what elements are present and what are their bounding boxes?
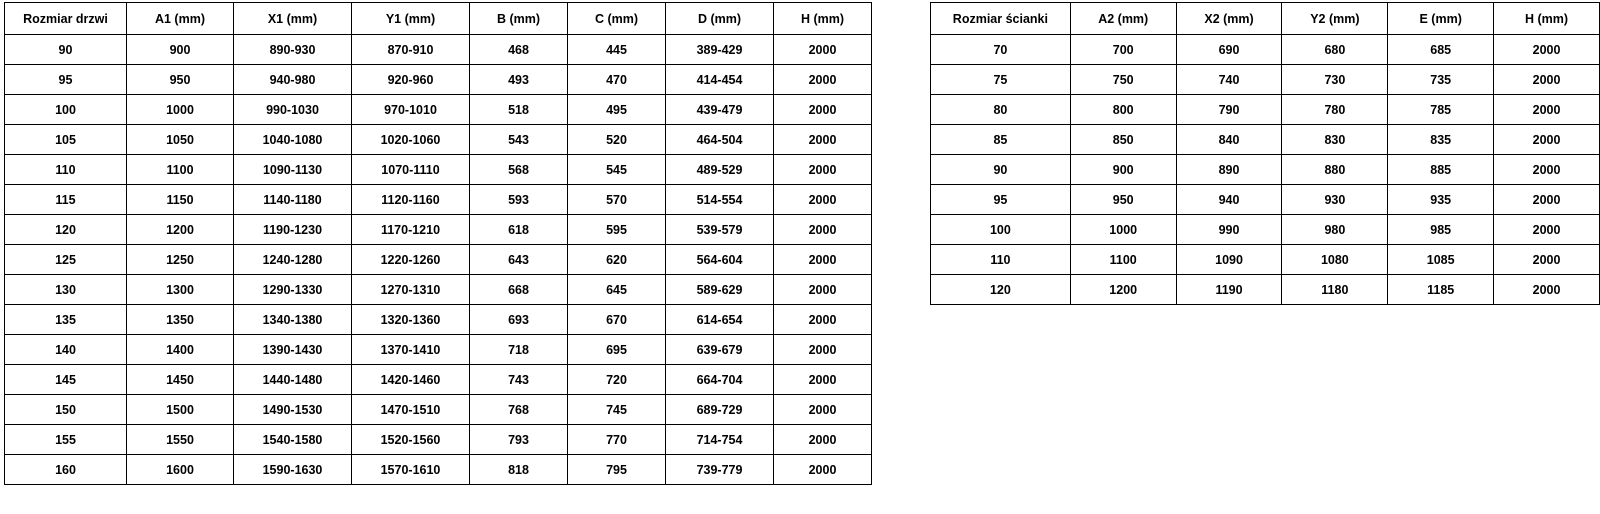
table-cell: 800	[1070, 95, 1176, 125]
table-cell: 614-654	[666, 305, 774, 335]
table-cell: 1340-1380	[234, 305, 352, 335]
table-cell: 1370-1410	[352, 335, 470, 365]
doors-dimensions-table	[4, 2, 872, 485]
table-cell: 890-930	[234, 35, 352, 65]
table-cell: 1090	[1176, 245, 1282, 275]
table-row	[931, 215, 1600, 245]
table-row	[5, 215, 872, 245]
table-cell: 130	[5, 275, 127, 305]
table-cell: 745	[568, 395, 666, 425]
table-cell: 950	[127, 65, 234, 95]
table-cell: 1300	[127, 275, 234, 305]
table-cell: 495	[568, 95, 666, 125]
table-cell: 835	[1388, 125, 1494, 155]
table-cell: 1420-1460	[352, 365, 470, 395]
table-cell: 2000	[774, 125, 872, 155]
table-cell: 2000	[1494, 245, 1600, 275]
table-cell: 100	[931, 215, 1071, 245]
walls-table-head	[931, 3, 1600, 35]
table-cell: 668	[470, 275, 568, 305]
table-cell: 735	[1388, 65, 1494, 95]
column-header-c: C (mm)	[568, 3, 666, 35]
table-cell: 670	[568, 305, 666, 335]
table-cell: 1085	[1388, 245, 1494, 275]
table-cell: 1500	[127, 395, 234, 425]
table-cell: 793	[470, 425, 568, 455]
table-cell: 1440-1480	[234, 365, 352, 395]
table-cell: 120	[931, 275, 1071, 305]
table-cell: 850	[1070, 125, 1176, 155]
table-cell: 1240-1280	[234, 245, 352, 275]
column-header-e: E (mm)	[1388, 3, 1494, 35]
table-cell: 115	[5, 185, 127, 215]
table-cell: 1470-1510	[352, 395, 470, 425]
table-cell: 1400	[127, 335, 234, 365]
table-row	[931, 95, 1600, 125]
table-cell: 790	[1176, 95, 1282, 125]
table-cell: 645	[568, 275, 666, 305]
table-cell: 150	[5, 395, 127, 425]
table-cell: 1050	[127, 125, 234, 155]
table-cell: 518	[470, 95, 568, 125]
table-cell: 1000	[127, 95, 234, 125]
table-cell: 75	[931, 65, 1071, 95]
table-cell: 1080	[1282, 245, 1388, 275]
table-cell: 2000	[774, 35, 872, 65]
table-cell: 2000	[774, 455, 872, 485]
table-row	[5, 155, 872, 185]
table-row	[5, 275, 872, 305]
table-row	[5, 185, 872, 215]
table-cell: 720	[568, 365, 666, 395]
table-row	[5, 35, 872, 65]
table-cell: 125	[5, 245, 127, 275]
column-header-a2: A2 (mm)	[1070, 3, 1176, 35]
table-cell: 768	[470, 395, 568, 425]
table-cell: 1020-1060	[352, 125, 470, 155]
table-cell: 695	[568, 335, 666, 365]
table-row	[5, 95, 872, 125]
table-cell: 85	[931, 125, 1071, 155]
table-cell: 110	[931, 245, 1071, 275]
table-cell: 110	[5, 155, 127, 185]
table-cell: 870-910	[352, 35, 470, 65]
table-cell: 685	[1388, 35, 1494, 65]
table-cell: 770	[568, 425, 666, 455]
table-cell: 880	[1282, 155, 1388, 185]
table-header-row	[5, 3, 872, 35]
table-cell: 464-504	[666, 125, 774, 155]
column-header-rozmiar-scianki: Rozmiar ścianki	[931, 3, 1071, 35]
table-cell: 1100	[127, 155, 234, 185]
table-cell: 90	[931, 155, 1071, 185]
table-cell: 920-960	[352, 65, 470, 95]
table-cell: 970-1010	[352, 95, 470, 125]
table-row	[5, 65, 872, 95]
doors-table-body	[5, 35, 872, 485]
column-header-a1: A1 (mm)	[127, 3, 234, 35]
column-header-x2: X2 (mm)	[1176, 3, 1282, 35]
column-header-h: H (mm)	[1494, 3, 1600, 35]
table-cell: 389-429	[666, 35, 774, 65]
table-cell: 639-679	[666, 335, 774, 365]
table-cell: 714-754	[666, 425, 774, 455]
table-cell: 795	[568, 455, 666, 485]
table-cell: 414-454	[666, 65, 774, 95]
table-cell: 985	[1388, 215, 1494, 245]
table-cell: 439-479	[666, 95, 774, 125]
table-cell: 1350	[127, 305, 234, 335]
table-cell: 1040-1080	[234, 125, 352, 155]
table-cell: 785	[1388, 95, 1494, 125]
table-cell: 1390-1430	[234, 335, 352, 365]
table-cell: 2000	[774, 215, 872, 245]
table-cell: 1490-1530	[234, 395, 352, 425]
table-cell: 900	[127, 35, 234, 65]
table-row	[5, 455, 872, 485]
table-cell: 1540-1580	[234, 425, 352, 455]
table-cell: 445	[568, 35, 666, 65]
table-cell: 1600	[127, 455, 234, 485]
column-header-y2: Y2 (mm)	[1282, 3, 1388, 35]
table-cell: 2000	[1494, 155, 1600, 185]
table-cell: 750	[1070, 65, 1176, 95]
table-cell: 2000	[1494, 95, 1600, 125]
table-row	[931, 65, 1600, 95]
table-cell: 980	[1282, 215, 1388, 245]
table-cell: 2000	[1494, 215, 1600, 245]
table-row	[5, 395, 872, 425]
table-cell: 589-629	[666, 275, 774, 305]
table-cell: 2000	[1494, 185, 1600, 215]
table-cell: 840	[1176, 125, 1282, 155]
table-cell: 930	[1282, 185, 1388, 215]
table-cell: 105	[5, 125, 127, 155]
table-cell: 1180	[1282, 275, 1388, 305]
table-cell: 1200	[127, 215, 234, 245]
table-cell: 135	[5, 305, 127, 335]
column-header-b: B (mm)	[470, 3, 568, 35]
table-cell: 545	[568, 155, 666, 185]
table-cell: 690	[1176, 35, 1282, 65]
walls-dimensions-table	[930, 2, 1600, 305]
table-cell: 1520-1560	[352, 425, 470, 455]
table-cell: 990-1030	[234, 95, 352, 125]
table-cell: 100	[5, 95, 127, 125]
table-cell: 739-779	[666, 455, 774, 485]
table-cell: 1000	[1070, 215, 1176, 245]
table-cell: 570	[568, 185, 666, 215]
table-cell: 70	[931, 35, 1071, 65]
table-cell: 1140-1180	[234, 185, 352, 215]
table-cell: 595	[568, 215, 666, 245]
table-cell: 1450	[127, 365, 234, 395]
table-cell: 885	[1388, 155, 1494, 185]
table-cell: 1190	[1176, 275, 1282, 305]
table-cell: 689-729	[666, 395, 774, 425]
table-cell: 1270-1310	[352, 275, 470, 305]
table-row	[5, 245, 872, 275]
table-cell: 1550	[127, 425, 234, 455]
table-row	[5, 305, 872, 335]
column-header-x1: X1 (mm)	[234, 3, 352, 35]
table-cell: 618	[470, 215, 568, 245]
table-cell: 1290-1330	[234, 275, 352, 305]
table-cell: 1200	[1070, 275, 1176, 305]
table-cell: 740	[1176, 65, 1282, 95]
doors-dimensions-table-container	[4, 2, 872, 485]
table-cell: 2000	[1494, 65, 1600, 95]
table-cell: 514-554	[666, 185, 774, 215]
column-header-h: H (mm)	[774, 3, 872, 35]
table-cell: 743	[470, 365, 568, 395]
table-row	[931, 35, 1600, 65]
table-cell: 489-529	[666, 155, 774, 185]
table-cell: 940	[1176, 185, 1282, 215]
table-cell: 2000	[1494, 35, 1600, 65]
table-cell: 493	[470, 65, 568, 95]
table-cell: 780	[1282, 95, 1388, 125]
table-cell: 1590-1630	[234, 455, 352, 485]
table-cell: 95	[5, 65, 127, 95]
table-cell: 2000	[774, 245, 872, 275]
table-cell: 80	[931, 95, 1071, 125]
walls-dimensions-table-container	[930, 2, 1600, 305]
table-cell: 2000	[774, 155, 872, 185]
table-cell: 643	[470, 245, 568, 275]
table-cell: 2000	[774, 185, 872, 215]
table-cell: 950	[1070, 185, 1176, 215]
table-cell: 935	[1388, 185, 1494, 215]
table-cell: 2000	[774, 395, 872, 425]
table-cell: 2000	[774, 275, 872, 305]
table-cell: 2000	[774, 95, 872, 125]
table-cell: 1220-1260	[352, 245, 470, 275]
table-cell: 940-980	[234, 65, 352, 95]
table-cell: 155	[5, 425, 127, 455]
table-cell: 664-704	[666, 365, 774, 395]
table-cell: 468	[470, 35, 568, 65]
table-cell: 564-604	[666, 245, 774, 275]
table-cell: 1090-1130	[234, 155, 352, 185]
table-cell: 2000	[1494, 275, 1600, 305]
table-cell: 95	[931, 185, 1071, 215]
table-row	[931, 245, 1600, 275]
table-cell: 140	[5, 335, 127, 365]
table-cell: 145	[5, 365, 127, 395]
walls-table-body	[931, 35, 1600, 305]
table-row	[931, 125, 1600, 155]
table-row	[931, 275, 1600, 305]
table-cell: 543	[470, 125, 568, 155]
table-cell: 1320-1360	[352, 305, 470, 335]
table-cell: 620	[568, 245, 666, 275]
table-row	[931, 185, 1600, 215]
table-cell: 1100	[1070, 245, 1176, 275]
table-row	[931, 155, 1600, 185]
table-cell: 2000	[774, 425, 872, 455]
table-cell: 2000	[1494, 125, 1600, 155]
table-cell: 593	[470, 185, 568, 215]
table-cell: 1070-1110	[352, 155, 470, 185]
table-cell: 990	[1176, 215, 1282, 245]
table-header-row	[931, 3, 1600, 35]
table-cell: 520	[568, 125, 666, 155]
table-cell: 890	[1176, 155, 1282, 185]
table-cell: 818	[470, 455, 568, 485]
table-cell: 1250	[127, 245, 234, 275]
table-cell: 90	[5, 35, 127, 65]
table-cell: 1150	[127, 185, 234, 215]
table-cell: 2000	[774, 335, 872, 365]
table-cell: 160	[5, 455, 127, 485]
doors-table-head	[5, 3, 872, 35]
table-cell: 2000	[774, 365, 872, 395]
table-cell: 2000	[774, 65, 872, 95]
table-row	[5, 365, 872, 395]
table-cell: 1170-1210	[352, 215, 470, 245]
table-cell: 900	[1070, 155, 1176, 185]
table-cell: 568	[470, 155, 568, 185]
table-cell: 2000	[774, 305, 872, 335]
table-cell: 120	[5, 215, 127, 245]
table-row	[5, 125, 872, 155]
table-cell: 700	[1070, 35, 1176, 65]
table-cell: 1120-1160	[352, 185, 470, 215]
table-cell: 1185	[1388, 275, 1494, 305]
table-row	[5, 425, 872, 455]
column-header-y1: Y1 (mm)	[352, 3, 470, 35]
column-header-rozmiar-drzwi: Rozmiar drzwi	[5, 3, 127, 35]
table-cell: 718	[470, 335, 568, 365]
table-cell: 680	[1282, 35, 1388, 65]
table-cell: 1190-1230	[234, 215, 352, 245]
table-row	[5, 335, 872, 365]
table-cell: 693	[470, 305, 568, 335]
table-cell: 830	[1282, 125, 1388, 155]
table-cell: 470	[568, 65, 666, 95]
table-cell: 730	[1282, 65, 1388, 95]
table-cell: 1570-1610	[352, 455, 470, 485]
column-header-d: D (mm)	[666, 3, 774, 35]
table-cell: 539-579	[666, 215, 774, 245]
